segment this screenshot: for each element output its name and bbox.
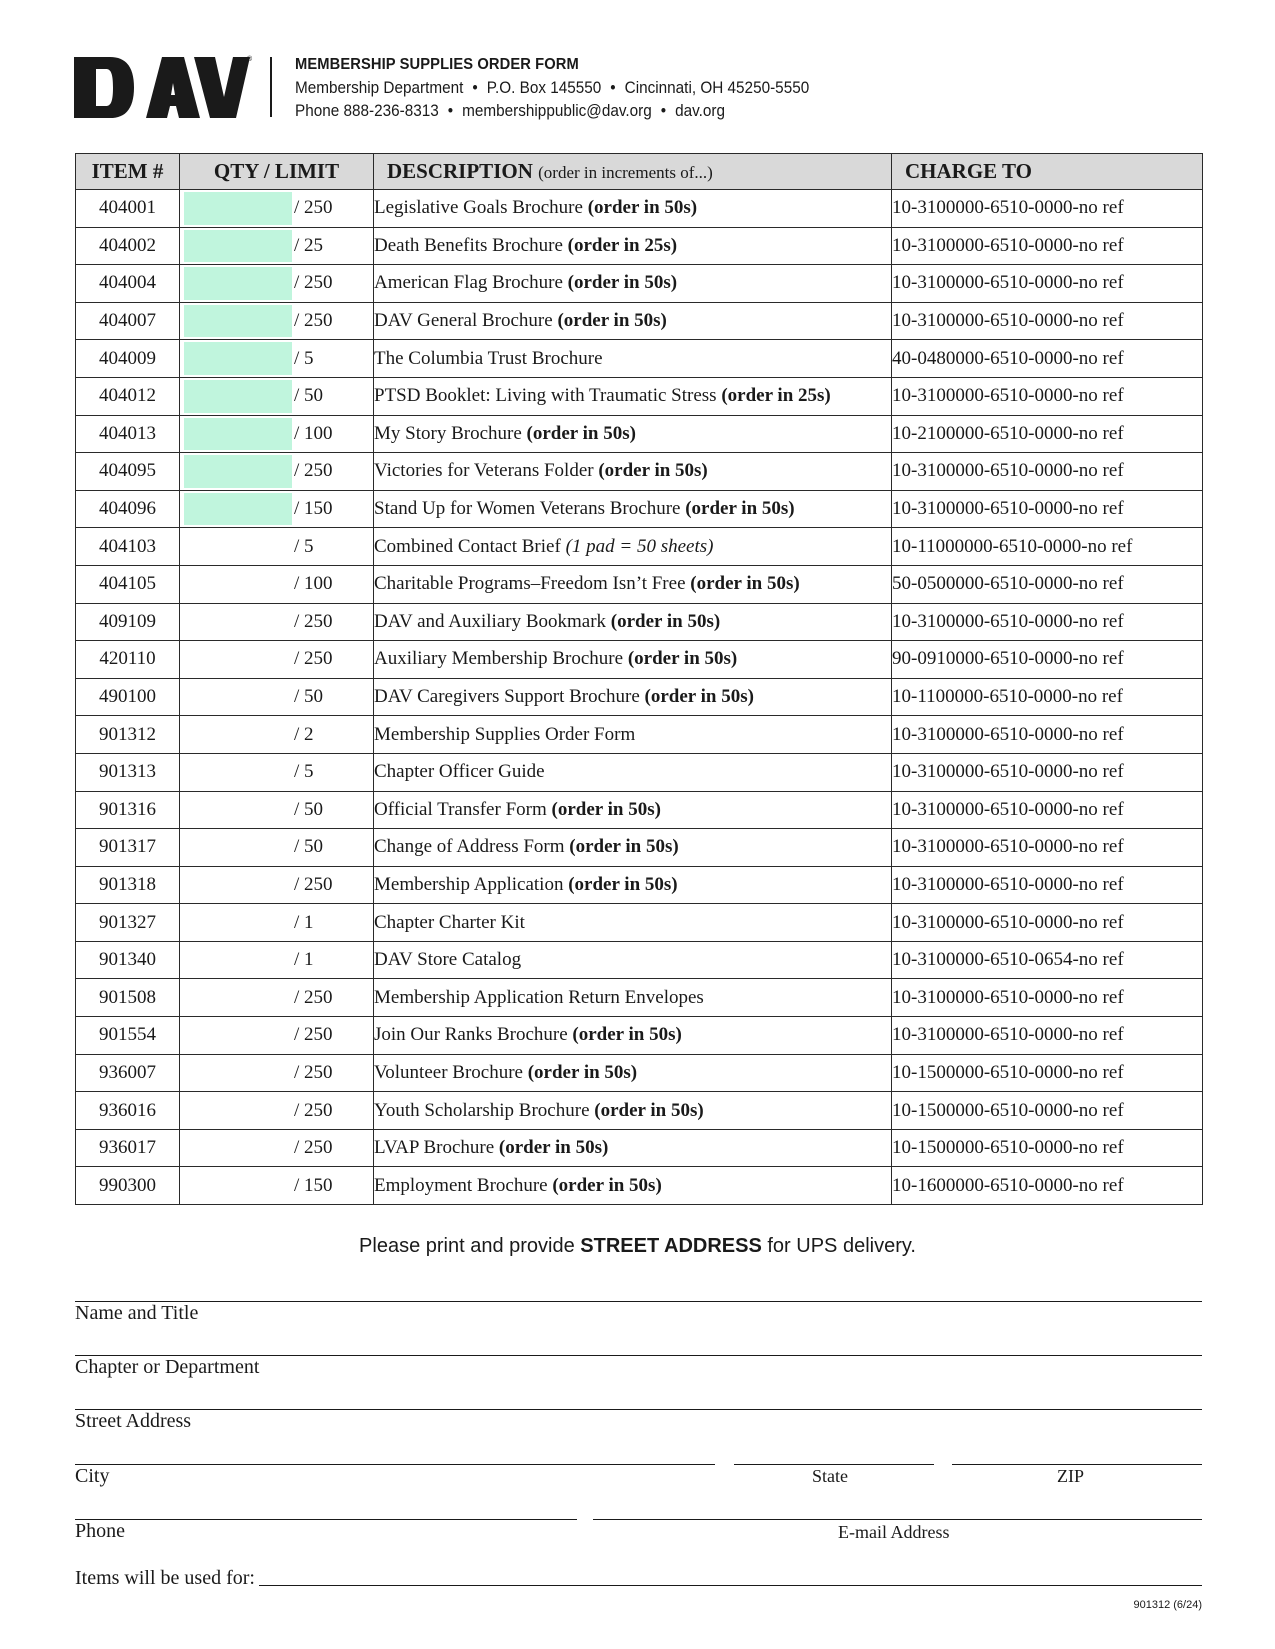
item-number: 490100 <box>76 678 180 716</box>
order-increment: (order in 50s) <box>551 798 661 820</box>
item-description <box>374 866 892 904</box>
qty-cell[interactable] <box>180 941 374 979</box>
charge-code: 10-3100000-6510-0000-no ref <box>892 265 1203 303</box>
chapter-label: Chapter or Department <box>75 1356 260 1378</box>
department: Membership Department <box>295 78 464 97</box>
description-text: DAV General Brochure <box>374 310 553 332</box>
qty-limit: / 250 <box>294 648 333 670</box>
charge-column-header: CHARGE TO <box>892 154 1203 190</box>
table-row <box>76 603 1203 641</box>
address-line <box>295 76 809 99</box>
qty-cell[interactable] <box>180 340 374 378</box>
website-link[interactable]: dav.org <box>675 101 725 120</box>
qty-input[interactable] <box>184 305 292 338</box>
description-text: Membership Supplies Order Form <box>374 723 636 745</box>
qty-cell[interactable] <box>180 979 374 1017</box>
charge-code: 10-3100000-6510-0000-no ref <box>892 829 1203 867</box>
header-block <box>295 54 866 122</box>
qty-limit: / 250 <box>294 310 333 332</box>
zip-field[interactable] <box>952 1464 1202 1465</box>
order-increment: (order in 50s) <box>598 460 708 482</box>
item-description <box>374 415 892 453</box>
email-label: E-mail Address <box>838 1522 950 1542</box>
order-increment: (order in 50s) <box>610 610 721 632</box>
table-row <box>76 377 1203 415</box>
item-description <box>374 190 892 228</box>
description-column-header <box>374 154 892 190</box>
table-row <box>76 340 1203 378</box>
item-description <box>374 941 892 979</box>
table-row <box>76 453 1203 491</box>
qty-input[interactable] <box>184 418 292 451</box>
item-description <box>374 678 892 716</box>
phone-number: Phone 888-236-8313 <box>295 101 439 120</box>
dav-logo-mark <box>74 56 253 118</box>
qty-cell[interactable] <box>180 490 374 528</box>
item-description <box>374 265 892 303</box>
qty-input[interactable] <box>184 192 292 225</box>
items-use-label: Items will be used for: <box>75 1567 255 1589</box>
item-number: 404002 <box>76 227 180 265</box>
item-number: 404009 <box>76 340 180 378</box>
order-increment: (order in 50s) <box>690 573 800 595</box>
description-text: LVAP Brochure <box>374 1137 495 1159</box>
description-text: Membership Application Return Envelopes <box>374 986 704 1008</box>
item-number: 404096 <box>76 490 180 528</box>
description-text: Youth Scholarship Brochure <box>374 1099 590 1121</box>
item-description <box>374 641 892 679</box>
qty-cell[interactable] <box>180 791 374 829</box>
table-row <box>76 904 1203 942</box>
qty-input[interactable] <box>184 380 292 413</box>
charge-code: 50-0500000-6510-0000-no ref <box>892 565 1203 603</box>
phone-label: Phone <box>75 1520 125 1542</box>
item-description <box>374 1017 892 1055</box>
item-number: 404095 <box>76 453 180 491</box>
item-number: 901508 <box>76 979 180 1017</box>
order-increment: (order in 50s) <box>557 310 667 332</box>
qty-cell[interactable] <box>180 904 374 942</box>
city-zip: Cincinnati, OH 45250-5550 <box>624 78 810 97</box>
charge-code: 10-1100000-6510-0000-no ref <box>892 678 1203 716</box>
charge-code: 10-3100000-6510-0000-no ref <box>892 190 1203 228</box>
item-description <box>374 528 892 566</box>
charge-code: 10-3100000-6510-0000-no ref <box>892 753 1203 791</box>
qty-input[interactable] <box>184 230 292 263</box>
order-increment: (order in 50s) <box>568 873 678 895</box>
description-text: Stand Up for Women Veterans Brochure <box>374 498 681 520</box>
order-increment: (order in 50s) <box>527 1061 638 1083</box>
qty-limit: / 50 <box>294 798 324 820</box>
item-description <box>374 979 892 1017</box>
registered-mark: ® <box>247 56 253 63</box>
qty-cell[interactable] <box>180 415 374 453</box>
qty-cell[interactable] <box>180 1129 374 1167</box>
order-increment: (order in 50s) <box>685 498 795 520</box>
item-description <box>374 377 892 415</box>
street-address-field[interactable] <box>75 1409 1202 1410</box>
qty-limit: / 5 <box>294 761 314 783</box>
item-number: 404103 <box>76 528 180 566</box>
table-row <box>76 1017 1203 1055</box>
description-text: DAV and Auxiliary Bookmark <box>374 610 607 632</box>
email-field[interactable] <box>593 1519 1202 1520</box>
qty-cell[interactable] <box>180 227 374 265</box>
item-number: 901327 <box>76 904 180 942</box>
item-description <box>374 565 892 603</box>
qty-input[interactable] <box>184 267 292 300</box>
charge-code: 10-3100000-6510-0000-no ref <box>892 866 1203 904</box>
phone-field[interactable] <box>75 1519 577 1520</box>
table-row <box>76 716 1203 754</box>
qty-cell[interactable] <box>180 190 374 228</box>
charge-code: 10-3100000-6510-0000-no ref <box>892 716 1203 754</box>
description-text: Join Our Ranks Brochure <box>374 1024 568 1046</box>
order-increment: (order in 50s) <box>572 1024 682 1046</box>
table-row <box>76 678 1203 716</box>
charge-code: 10-3100000-6510-0000-no ref <box>892 490 1203 528</box>
item-description <box>374 1054 892 1092</box>
item-number: 420110 <box>76 641 180 679</box>
item-number: 936007 <box>76 1054 180 1092</box>
separator: • <box>447 101 454 120</box>
item-description <box>374 1167 892 1205</box>
city-field[interactable] <box>75 1464 715 1465</box>
city-label: City <box>75 1465 110 1487</box>
item-description <box>374 753 892 791</box>
qty-cell[interactable] <box>180 1054 374 1092</box>
description-text: Chapter Officer Guide <box>374 761 545 783</box>
qty-input[interactable] <box>184 493 292 526</box>
delivery-note <box>0 1235 1275 1258</box>
table-row <box>76 941 1203 979</box>
qty-limit: / 250 <box>294 272 333 294</box>
item-description <box>374 791 892 829</box>
order-increment: (order in 50s) <box>644 686 754 708</box>
qty-input[interactable] <box>184 342 292 375</box>
qty-limit: / 50 <box>294 686 324 708</box>
qty-limit: / 100 <box>294 422 333 444</box>
item-description <box>374 603 892 641</box>
qty-cell[interactable] <box>180 302 374 340</box>
qty-cell[interactable] <box>180 829 374 867</box>
qty-limit: / 250 <box>294 1137 333 1159</box>
qty-limit: / 250 <box>294 873 333 895</box>
charge-code: 10-3100000-6510-0000-no ref <box>892 453 1203 491</box>
order-increment: (order in 25s) <box>567 234 678 256</box>
qty-cell[interactable] <box>180 716 374 754</box>
delivery-note-post: for UPS delivery. <box>761 1235 916 1257</box>
delivery-note-pre: Please print and provide <box>359 1235 581 1257</box>
charge-code: 10-1600000-6510-0000-no ref <box>892 1167 1203 1205</box>
qty-cell[interactable] <box>180 866 374 904</box>
table-row <box>76 753 1203 791</box>
table-row <box>76 1054 1203 1092</box>
item-description <box>374 302 892 340</box>
description-text: Charitable Programs–Freedom Isn’t Free <box>374 573 686 595</box>
item-number: 901312 <box>76 716 180 754</box>
charge-code: 10-3100000-6510-0000-no ref <box>892 979 1203 1017</box>
separator: • <box>660 101 667 120</box>
item-number: 404012 <box>76 377 180 415</box>
charge-code: 10-2100000-6510-0000-no ref <box>892 415 1203 453</box>
header-divider <box>270 57 272 117</box>
description-text: Employment Brochure <box>374 1174 548 1196</box>
state-label: State <box>812 1466 848 1486</box>
charge-code: 10-3100000-6510-0000-no ref <box>892 603 1203 641</box>
item-number: 404001 <box>76 190 180 228</box>
qty-cell[interactable] <box>180 678 374 716</box>
charge-code: 40-0480000-6510-0000-no ref <box>892 340 1203 378</box>
qty-limit: / 250 <box>294 1061 333 1083</box>
email-address[interactable]: membershippublic@dav.org <box>462 101 652 120</box>
description-text: Victories for Veterans Folder <box>374 460 594 482</box>
description-text: Volunteer Brochure <box>374 1061 523 1083</box>
qty-limit: / 250 <box>294 1099 333 1121</box>
description-text: The Columbia Trust Brochure <box>374 347 603 369</box>
item-description <box>374 453 892 491</box>
table-row <box>76 979 1203 1017</box>
qty-cell[interactable] <box>180 377 374 415</box>
table-row <box>76 641 1203 679</box>
qty-limit: / 150 <box>294 498 333 520</box>
qty-limit: / 250 <box>294 460 333 482</box>
qty-limit: / 25 <box>294 234 324 256</box>
separator: • <box>610 78 616 97</box>
qty-cell[interactable] <box>180 753 374 791</box>
description-text: Chapter Charter Kit <box>374 911 525 933</box>
item-number: 901316 <box>76 791 180 829</box>
item-description <box>374 904 892 942</box>
qty-limit: / 250 <box>294 610 333 632</box>
qty-limit: / 1 <box>294 949 314 971</box>
charge-code: 10-3100000-6510-0000-no ref <box>892 791 1203 829</box>
item-number: 901318 <box>76 866 180 904</box>
charge-code: 10-3100000-6510-0000-no ref <box>892 302 1203 340</box>
item-description <box>374 1092 892 1130</box>
item-description <box>374 829 892 867</box>
charge-code: 10-3100000-6510-0000-no ref <box>892 377 1203 415</box>
table-row <box>76 227 1203 265</box>
order-table <box>75 153 1203 1205</box>
table-row <box>76 1129 1203 1167</box>
charge-code: 10-3100000-6510-0000-no ref <box>892 1017 1203 1055</box>
charge-code: 10-3100000-6510-0654-no ref <box>892 941 1203 979</box>
order-increment: (order in 50s) <box>526 422 636 444</box>
table-row <box>76 415 1203 453</box>
description-header-label: DESCRIPTION <box>387 159 533 183</box>
charge-code: 10-1500000-6510-0000-no ref <box>892 1129 1203 1167</box>
table-body <box>76 190 1203 1205</box>
description-text: American Flag Brochure <box>374 272 563 294</box>
charge-code: 10-1500000-6510-0000-no ref <box>892 1092 1203 1130</box>
description-text: Membership Application <box>374 873 564 895</box>
description-text: PTSD Booklet: Living with Traumatic Stress <box>374 385 717 407</box>
table-row <box>76 190 1203 228</box>
table-row <box>76 829 1203 867</box>
order-increment: (order in 50s) <box>587 197 698 219</box>
qty-cell[interactable] <box>180 1092 374 1130</box>
order-increment: (order in 50s) <box>567 272 678 294</box>
item-description <box>374 227 892 265</box>
qty-cell[interactable] <box>180 603 374 641</box>
charge-code: 10-1500000-6510-0000-no ref <box>892 1054 1203 1092</box>
table-row <box>76 265 1203 303</box>
table-header-row <box>76 154 1203 190</box>
order-increment: (order in 25s) <box>721 385 831 407</box>
qty-cell[interactable] <box>180 1017 374 1055</box>
qty-limit: / 250 <box>294 197 333 219</box>
dav-logo <box>74 56 253 118</box>
qty-limit: / 50 <box>294 385 324 407</box>
item-number: 404007 <box>76 302 180 340</box>
description-text: Auxiliary Membership Brochure <box>374 648 624 670</box>
qty-input[interactable] <box>184 455 292 488</box>
charge-code: 10-3100000-6510-0000-no ref <box>892 904 1203 942</box>
qty-limit: / 150 <box>294 1174 333 1196</box>
table-row <box>76 490 1203 528</box>
description-text: Change of Address Form <box>374 836 565 858</box>
description-text: Combined Contact Brief <box>374 535 561 557</box>
item-description <box>374 490 892 528</box>
table-row <box>76 528 1203 566</box>
description-text: Death Benefits Brochure <box>374 234 563 256</box>
qty-cell[interactable] <box>180 265 374 303</box>
form-code: 901312 (6/24) <box>1133 1599 1202 1611</box>
order-increment: (order in 50s) <box>627 648 738 670</box>
qty-limit: / 50 <box>294 836 324 858</box>
description-text: My Story Brochure <box>374 422 522 444</box>
item-number: 990300 <box>76 1167 180 1205</box>
name-title-field[interactable] <box>75 1301 1202 1302</box>
order-increment: (order in 50s) <box>569 836 679 858</box>
charge-code: 10-11000000-6510-0000-no ref <box>892 528 1203 566</box>
description-header-note: (order in increments of...) <box>538 163 713 182</box>
form-title: MEMBERSHIP SUPPLIES ORDER FORM <box>295 56 579 73</box>
qty-limit: / 5 <box>294 535 314 557</box>
items-use-field[interactable] <box>259 1585 1202 1586</box>
item-number: 404013 <box>76 415 180 453</box>
qty-cell[interactable] <box>180 565 374 603</box>
item-column-header: ITEM # <box>76 154 180 190</box>
qty-limit: / 2 <box>294 723 314 745</box>
order-increment: (order in 50s) <box>552 1174 662 1196</box>
separator: • <box>472 78 478 97</box>
item-number: 901340 <box>76 941 180 979</box>
qty-limit: / 250 <box>294 1024 333 1046</box>
po-box: P.O. Box 145550 <box>486 78 602 97</box>
qty-column-header: QTY / LIMIT <box>180 154 374 190</box>
qty-limit: / 1 <box>294 911 314 933</box>
item-number: 936017 <box>76 1129 180 1167</box>
item-number: 409109 <box>76 603 180 641</box>
description-text: Legislative Goals Brochure <box>374 197 583 219</box>
qty-cell[interactable] <box>180 1167 374 1205</box>
table-row <box>76 302 1203 340</box>
charge-code: 10-3100000-6510-0000-no ref <box>892 227 1203 265</box>
item-description <box>374 716 892 754</box>
description-text: DAV Caregivers Support Brochure <box>374 686 640 708</box>
qty-cell[interactable] <box>180 453 374 491</box>
qty-limit: / 250 <box>294 986 333 1008</box>
item-description <box>374 1129 892 1167</box>
item-number: 936016 <box>76 1092 180 1130</box>
order-note: (1 pad = 50 sheets) <box>565 535 714 557</box>
delivery-note-emphasis: STREET ADDRESS <box>580 1235 762 1257</box>
order-increment: (order in 50s) <box>498 1137 609 1159</box>
zip-label: ZIP <box>1057 1466 1084 1486</box>
item-number: 901317 <box>76 829 180 867</box>
contact-line <box>295 99 809 122</box>
item-description <box>374 340 892 378</box>
description-text: Official Transfer Form <box>374 798 547 820</box>
street-address-label: Street Address <box>75 1410 192 1432</box>
qty-cell[interactable] <box>180 528 374 566</box>
qty-limit: / 100 <box>294 573 333 595</box>
qty-cell[interactable] <box>180 641 374 679</box>
qty-limit: / 5 <box>294 347 314 369</box>
charge-code: 90-0910000-6510-0000-no ref <box>892 641 1203 679</box>
item-number: 901313 <box>76 753 180 791</box>
item-number: 404004 <box>76 265 180 303</box>
table-row <box>76 565 1203 603</box>
item-number: 404105 <box>76 565 180 603</box>
table-row <box>76 1092 1203 1130</box>
name-title-label: Name and Title <box>75 1302 199 1324</box>
item-number: 901554 <box>76 1017 180 1055</box>
table-row <box>76 791 1203 829</box>
order-increment: (order in 50s) <box>594 1099 704 1121</box>
state-field[interactable] <box>734 1464 934 1465</box>
description-text: DAV Store Catalog <box>374 949 522 971</box>
table-row <box>76 866 1203 904</box>
table-row <box>76 1167 1203 1205</box>
